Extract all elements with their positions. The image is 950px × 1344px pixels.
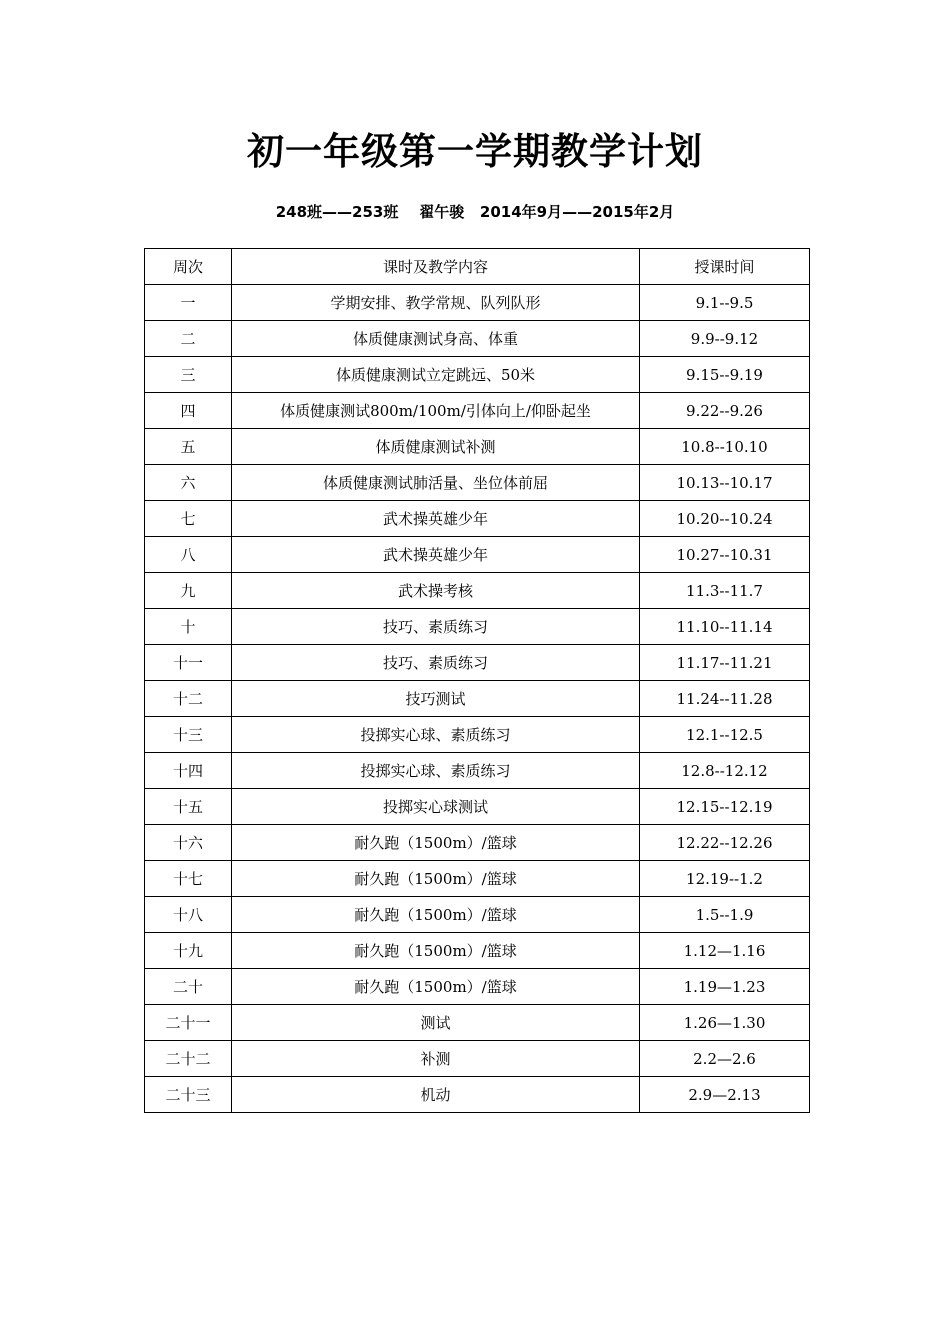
table-row: [145, 1005, 810, 1041]
table-row: [145, 861, 810, 897]
week-cell: 十五: [145, 789, 232, 825]
time-cell: 9.15--9.19: [640, 357, 810, 393]
table-row: [145, 537, 810, 573]
time-cell: 10.8--10.10: [640, 429, 810, 465]
week-cell: 二十一: [145, 1005, 232, 1041]
table-row: [145, 1041, 810, 1077]
time-cell: 9.22--9.26: [640, 393, 810, 429]
table-row: [145, 753, 810, 789]
week-cell: 八: [145, 537, 232, 573]
week-cell: 七: [145, 501, 232, 537]
time-cell: 9.1--9.5: [640, 285, 810, 321]
table-row: [145, 501, 810, 537]
content-cell: 体质健康测试立定跳远、50米: [232, 357, 640, 393]
week-cell: 十八: [145, 897, 232, 933]
time-cell: 2.9—2.13: [640, 1077, 810, 1113]
header-week: 周次: [145, 249, 232, 285]
table-row: [145, 933, 810, 969]
week-cell: 一: [145, 285, 232, 321]
week-cell: 十七: [145, 861, 232, 897]
week-cell: 二: [145, 321, 232, 357]
table-row: [145, 969, 810, 1005]
content-cell: 体质健康测试身高、体重: [232, 321, 640, 357]
content-cell: 耐久跑（1500m）/篮球: [232, 861, 640, 897]
content-cell: 学期安排、教学常规、队列队形: [232, 285, 640, 321]
time-cell: 11.17--11.21: [640, 645, 810, 681]
content-cell: 体质健康测试800m/100m/引体向上/仰卧起坐: [232, 393, 640, 429]
time-cell: 2.2—2.6: [640, 1041, 810, 1077]
time-cell: 12.22--12.26: [640, 825, 810, 861]
week-cell: 二十: [145, 969, 232, 1005]
week-cell: 二十二: [145, 1041, 232, 1077]
teaching-plan-table: [144, 248, 810, 1113]
table-row: [145, 393, 810, 429]
content-cell: 耐久跑（1500m）/篮球: [232, 933, 640, 969]
table-header-row: [145, 249, 810, 285]
header-content: 课时及教学内容: [232, 249, 640, 285]
content-cell: 投掷实心球测试: [232, 789, 640, 825]
content-cell: 补测: [232, 1041, 640, 1077]
table-row: [145, 645, 810, 681]
week-cell: 四: [145, 393, 232, 429]
week-cell: 九: [145, 573, 232, 609]
week-cell: 三: [145, 357, 232, 393]
table-row: [145, 1077, 810, 1113]
week-cell: 二十三: [145, 1077, 232, 1113]
table-row: [145, 609, 810, 645]
time-cell: 9.9--9.12: [640, 321, 810, 357]
document-subtitle: 248班——253班 翟午骏 2014年9月——2015年2月: [275, 203, 675, 221]
time-cell: 12.19--1.2: [640, 861, 810, 897]
time-cell: 1.12—1.16: [640, 933, 810, 969]
table-row: [145, 681, 810, 717]
week-cell: 十一: [145, 645, 232, 681]
table-row: [145, 573, 810, 609]
table-row: [145, 321, 810, 357]
time-cell: 12.15--12.19: [640, 789, 810, 825]
week-cell: 十六: [145, 825, 232, 861]
header-time: 授课时间: [640, 249, 810, 285]
table-row: [145, 285, 810, 321]
time-cell: 1.5--1.9: [640, 897, 810, 933]
table-row: [145, 789, 810, 825]
content-cell: 武术操英雄少年: [232, 537, 640, 573]
week-cell: 十三: [145, 717, 232, 753]
week-cell: 十四: [145, 753, 232, 789]
time-cell: 1.26—1.30: [640, 1005, 810, 1041]
table-row: [145, 357, 810, 393]
time-cell: 11.10--11.14: [640, 609, 810, 645]
time-cell: 1.19—1.23: [640, 969, 810, 1005]
table-row: [145, 465, 810, 501]
content-cell: 技巧、素质练习: [232, 645, 640, 681]
time-cell: 10.13--10.17: [640, 465, 810, 501]
content-cell: 测试: [232, 1005, 640, 1041]
content-cell: 体质健康测试补测: [232, 429, 640, 465]
content-cell: 耐久跑（1500m）/篮球: [232, 897, 640, 933]
week-cell: 十: [145, 609, 232, 645]
time-cell: 10.20--10.24: [640, 501, 810, 537]
table-row: [145, 897, 810, 933]
week-cell: 六: [145, 465, 232, 501]
content-cell: 耐久跑（1500m）/篮球: [232, 969, 640, 1005]
table-row: [145, 825, 810, 861]
content-cell: 武术操英雄少年: [232, 501, 640, 537]
content-cell: 投掷实心球、素质练习: [232, 717, 640, 753]
content-cell: 武术操考核: [232, 573, 640, 609]
week-cell: 五: [145, 429, 232, 465]
content-cell: 机动: [232, 1077, 640, 1113]
content-cell: 技巧测试: [232, 681, 640, 717]
content-cell: 投掷实心球、素质练习: [232, 753, 640, 789]
table-row: [145, 717, 810, 753]
week-cell: 十二: [145, 681, 232, 717]
time-cell: 11.24--11.28: [640, 681, 810, 717]
time-cell: 11.3--11.7: [640, 573, 810, 609]
document-title: 初一年级第一学期教学计划: [247, 130, 703, 173]
content-cell: 技巧、素质练习: [232, 609, 640, 645]
time-cell: 12.1--12.5: [640, 717, 810, 753]
week-cell: 十九: [145, 933, 232, 969]
time-cell: 12.8--12.12: [640, 753, 810, 789]
content-cell: 体质健康测试肺活量、坐位体前屈: [232, 465, 640, 501]
content-cell: 耐久跑（1500m）/篮球: [232, 825, 640, 861]
table-row: [145, 429, 810, 465]
time-cell: 10.27--10.31: [640, 537, 810, 573]
